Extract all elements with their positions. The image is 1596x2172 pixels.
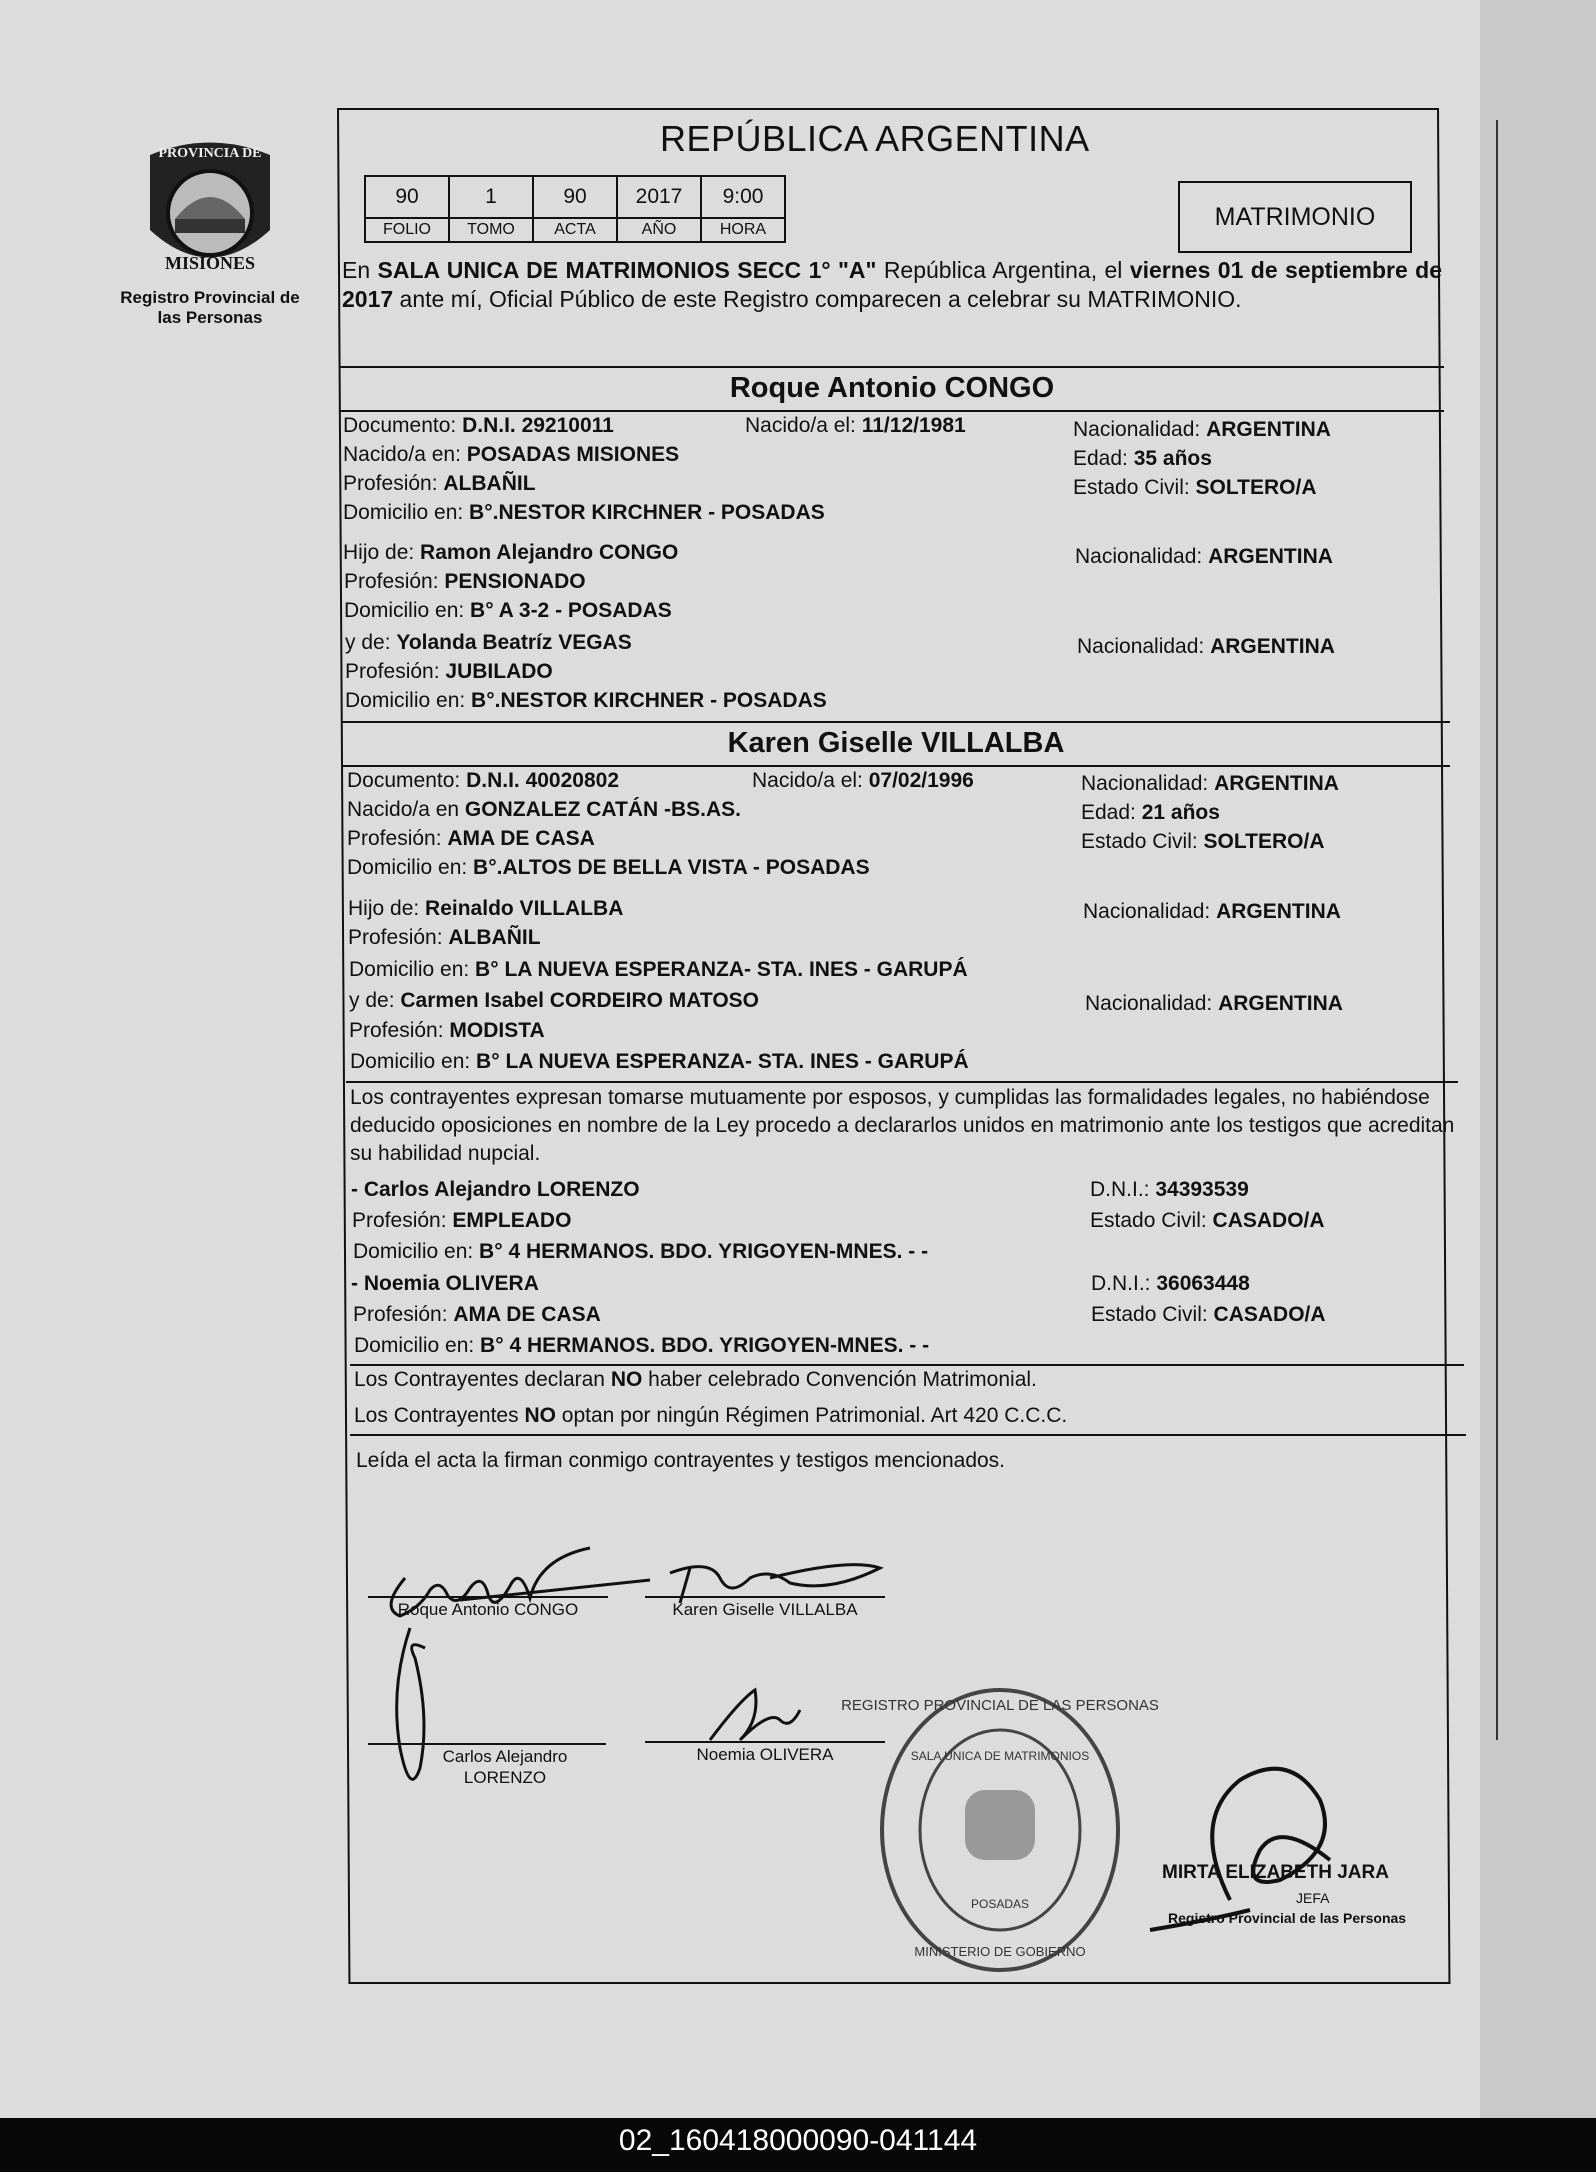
witness1-dni: D.N.I.: 34393539 [1090,1178,1249,1201]
regime-statement: Los Contrayentes NO optan por ningún Régimen Patrimonial. Art 420 C.C.C. [354,1404,1068,1427]
witness1-address: Domicilio en: B° 4 HERMANOS. BDO. YRIGOYEN-MNES. - - [353,1240,929,1263]
logo-text-bottom: MISIONES [164,253,256,273]
code-ano-value: 2017 [617,176,701,218]
spouse1-mother-nationality: Nacionalidad: ARGENTINA [1077,635,1335,658]
divider [342,721,1450,723]
witness1-profession: Profesión: EMPLEADO [352,1209,572,1232]
spouse2-mother-address: Domicilio en: B° LA NUEVA ESPERANZA- STA. INES - GARUPÁ [350,1050,969,1073]
spouse1-birthdate: Nacido/a el: 11/12/1981 [745,414,966,437]
spouse1-civil-status: Estado Civil: SOLTERO/A [1073,476,1317,499]
document-type-box: MATRIMONIO [1178,181,1412,253]
divider [350,1434,1466,1436]
code-tomo-value: 1 [449,176,533,218]
closing-statement: Leída el acta la firman conmigo contrayentes y testigos mencionados. [356,1449,1006,1472]
seal-bottom-text: MINISTERIO DE GOBIERNO [914,1944,1086,1959]
signature-line [368,1596,608,1598]
divider [340,410,1444,412]
witness2-address: Domicilio en: B° 4 HERMANOS. BDO. YRIGOYEN-MNES. - - [354,1334,930,1357]
registry-label: Registro Provincial de las Personas [120,288,300,327]
country-title: REPÚBLICA ARGENTINA [660,118,1090,159]
witness2-profession: Profesión: AMA DE CASA [353,1303,601,1326]
signature-label-karen: Karen Giselle VILLALBA [672,1600,858,1619]
witness1-civil-status: Estado Civil: CASADO/A [1090,1209,1325,1232]
spouse1-documento: Documento: D.N.I. 29210011 [343,414,614,437]
spouse2-profession: Profesión: AMA DE CASA [347,827,595,850]
edge-mark [1482,120,1498,1740]
spouse2-nationality: Nacionalidad: ARGENTINA [1081,772,1339,795]
code-ano-label: AÑO [617,218,701,242]
code-hora-value: 9:00 [701,176,785,218]
code-acta-label: ACTA [533,218,617,242]
spouse2-birthdate: Nacido/a el: 07/02/1996 [752,769,974,792]
spouse2-father-address: Domicilio en: B° LA NUEVA ESPERANZA- STA. INES - GARUPÁ [349,958,968,981]
spouse1-address: Domicilio en: B°.NESTOR KIRCHNER - POSADAS [343,501,825,524]
divider [340,366,1444,368]
declaration-paragraph: Los contrayentes expresan tomarse mutuamente por esposos, y cumplidas las formalidades legales, no habiéndose deducido oposiciones en nombre de la Ley procedo a declararlos unidos en matrimonio ante los testigos que acreditan su habilidad nupcial. [350,1086,1455,1165]
spouse1-father-address: Domicilio en: B° A 3-2 - POSADAS [344,599,672,622]
spouse1-father-profession: Profesión: PENSIONADO [344,570,586,593]
spouse2-father-profession: Profesión: ALBAÑIL [348,926,541,949]
spouse2-documento: Documento: D.N.I. 40020802 [347,769,619,792]
spouse1-father-nationality: Nacionalidad: ARGENTINA [1075,545,1333,568]
spouse2-father: Hijo de: Reinaldo VILLALBA [348,897,624,920]
spouse2-age: Edad: 21 años [1081,801,1220,824]
signature-label-roque: Roque Antonio CONGO [397,1600,579,1619]
file-code: 02_160418000090-041144 [618,2124,978,2157]
spouse1-age: Edad: 35 años [1073,447,1212,470]
seal-right-text: POSADAS [970,1897,1030,1911]
signature-line [645,1741,885,1743]
witness2-civil-status: Estado Civil: CASADO/A [1091,1303,1326,1326]
ceremony-date: viernes 01 de septiembre de 2017 [342,257,1443,312]
record-codes-table [364,175,786,243]
spouse1-mother-address: Domicilio en: B°.NESTOR KIRCHNER - POSADAS [345,689,827,712]
witness1-name: - Carlos Alejandro LORENZO [351,1178,640,1201]
divider [342,765,1450,767]
convention-statement: Los Contrayentes declaran NO haber celebrado Convención Matrimonial. [354,1368,1037,1391]
witness2-dni: D.N.I.: 36063448 [1091,1272,1250,1295]
spouse2-civil-status: Estado Civil: SOLTERO/A [1081,830,1325,853]
spouse1-mother-profession: Profesión: JUBILADO [345,660,553,683]
signature-label-carlos: Carlos Alejandro LORENZO [442,1747,568,1787]
spouse2-mother: y de: Carmen Isabel CORDEIRO MATOSO [349,989,760,1012]
code-tomo-label: TOMO [449,218,533,242]
signature-line [645,1596,885,1598]
spouse2-name: Karen Giselle VILLALBA [727,727,1065,759]
code-folio-label: FOLIO [365,218,449,242]
spouse1-name: Roque Antonio CONGO [729,372,1055,404]
signature-label-noemia: Noemia OLIVERA [696,1745,834,1764]
logo-text-top: PROVINCIA DE [158,146,262,161]
spouse2-mother-profession: Profesión: MODISTA [349,1019,545,1042]
spouse1-nationality: Nacionalidad: ARGENTINA [1073,418,1331,441]
spouse2-address: Domicilio en: B°.ALTOS DE BELLA VISTA - POSADAS [347,856,870,879]
seal-outer-text: REGISTRO PROVINCIAL DE LAS PERSONAS [841,1697,1159,1714]
spouse2-mother-nationality: Nacionalidad: ARGENTINA [1085,992,1343,1015]
official-seal [841,1680,1159,1980]
code-hora-label: HORA [701,218,785,242]
witness2-name: - Noemia OLIVERA [351,1272,539,1295]
spouse1-profession: Profesión: ALBAÑIL [343,472,536,495]
office-name: SALA UNICA DE MATRIMONIOS SECC 1° "A" [377,257,877,283]
divider [350,1364,1464,1366]
spouse1-father: Hijo de: Ramon Alejandro CONGO [343,541,679,564]
spouse1-mother: y de: Yolanda Beatríz VEGAS [345,631,632,654]
code-acta-value: 90 [533,176,617,218]
spouse1-birthplace: Nacido/a en: POSADAS MISIONES [343,443,680,466]
intro-paragraph: En SALA UNICA DE MATRIMONIOS SECC 1° "A" República Argentina, el viernes 01 de septiembre de 2017 ante mí, Oficial Público de este Registro comparecen a celebrar su MATRIMONIO. [342,257,1443,312]
official-title: JEFA [1296,1890,1330,1906]
signature-line [368,1743,606,1745]
official-office: Registro Provincial de las Personas [1168,1910,1407,1926]
spouse2-birthplace: Nacido/a en GONZALEZ CATÁN -BS.AS. [347,798,742,821]
spouse2-father-nationality: Nacionalidad: ARGENTINA [1083,900,1341,923]
divider [346,1081,1458,1083]
code-folio-value: 90 [365,176,449,218]
official-name: MIRTA ELIZABETH JARA [1162,1862,1389,1883]
seal-inner-text: SALA UNICA DE MATRIMONIOS [910,1749,1090,1763]
